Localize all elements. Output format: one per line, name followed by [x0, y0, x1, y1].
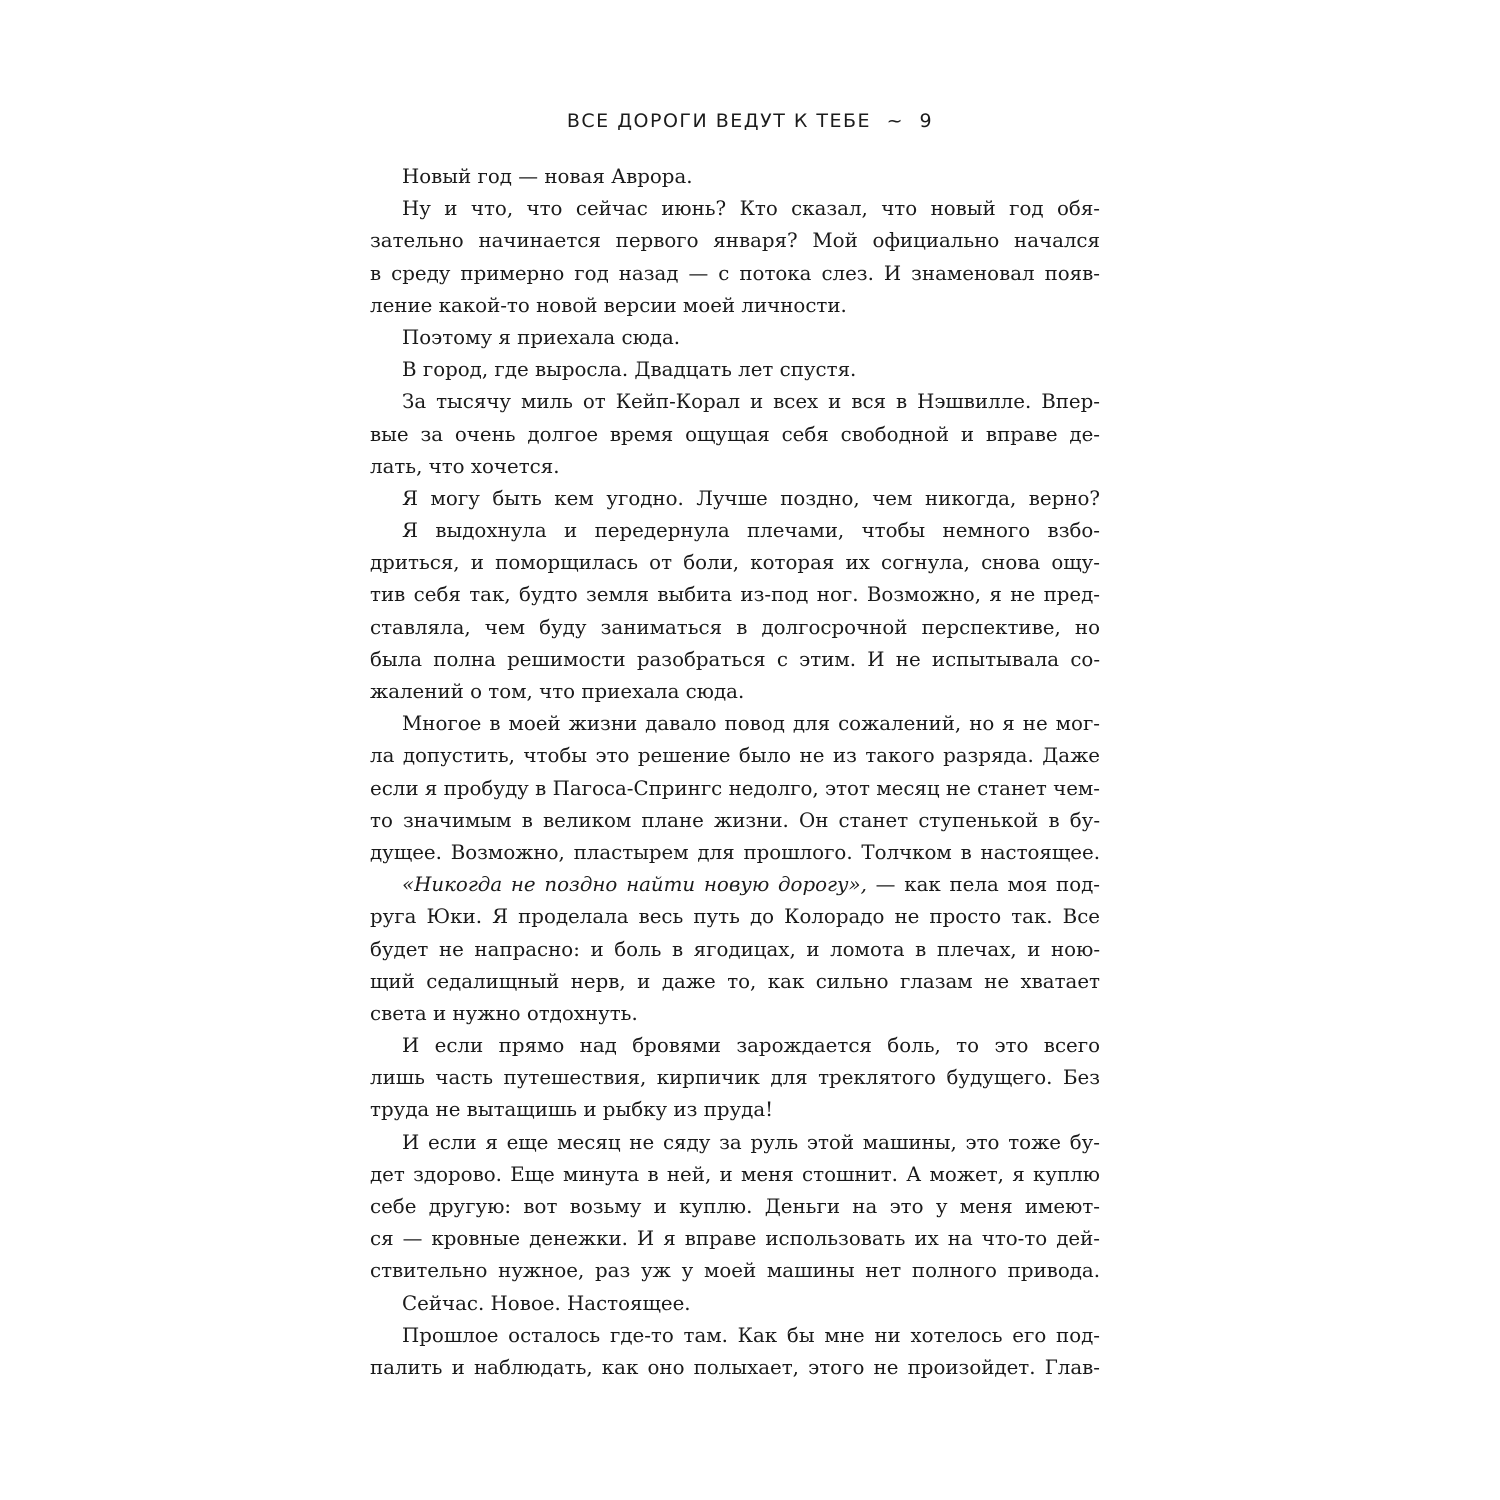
text-line: света и нужно отдохнуть.: [370, 1001, 638, 1025]
text-line: В город, где выросла. Двадцать лет спустя.: [402, 358, 857, 382]
text-line: ся — кровные денежки. И я вправе использовать их на что-то дей-: [370, 1227, 1100, 1251]
text-line: будет не напрасно: и боль в ягодицах, и ломота в плечах, и ною-: [370, 937, 1100, 961]
text-line: [370, 869, 1100, 901]
line-text: — как пела моя под-: [875, 873, 1100, 897]
text-line: в среду примерно год назад — с потока слез. И знаменовал появ-: [370, 261, 1100, 285]
text-line: жалений о том, что приехала сюда.: [370, 680, 745, 703]
text-line: палить и наблюдать, как оно полыхает, этого не произойдет. Глав-: [370, 1355, 1100, 1379]
text-line: дет здорово. Еще минута в ней, и меня стошнит. А может, я куплю: [370, 1162, 1100, 1186]
text-line: себе другую: вот возьму и куплю. Деньги на это у меня имеют-: [370, 1195, 1100, 1218]
page-number: 9: [919, 110, 934, 132]
text-line: ление какой-то новой версии моей личности.: [370, 293, 847, 317]
text-line: если я пробуду в Пагоса-Спрингс недолго, этот месяц не станет чем-: [370, 776, 1100, 800]
text-line: ла допустить, чтобы это решение было не из такого разряда. Даже: [370, 744, 1100, 768]
running-head-separator: ~: [886, 110, 904, 132]
text-line: Новый год — новая Аврора.: [402, 165, 693, 188]
text-line: щий седалищный нерв, и даже то, как сильно глазам не хватает: [370, 969, 1100, 993]
text-line: ствительно нужное, раз уж у моей машины нет полного привода.: [370, 1259, 1100, 1283]
text-line: И если я еще месяц не сяду за руль этой машины, это тоже бу-: [402, 1130, 1100, 1154]
running-head: [0, 110, 1500, 132]
text-line: лать, что хочется.: [370, 454, 560, 478]
text-line: зательно начинается первого января? Мой официально начался: [370, 229, 1100, 253]
text-line: ставляла, чем буду заниматься в долгосрочной перспективе, но: [370, 615, 1100, 639]
text-line: вые за очень долгое время ощущая себя свободной и вправе де-: [370, 422, 1100, 446]
text-line: Я выдохнула и передернула плечами, чтобы немного взбо-: [402, 519, 1100, 543]
quote-italic: «Никогда не поздно найти новую дорогу»,: [402, 873, 867, 897]
text-line: дущее. Возможно, пластырем для прошлого. Толчком в настоящее.: [370, 840, 1100, 864]
body-text: [370, 161, 1100, 1384]
text-line: то значимым в великом плане жизни. Он станет ступенькой в бу-: [370, 808, 1100, 832]
running-head-title: ВСЕ ДОРОГИ ВЕДУТ К ТЕБЕ: [566, 110, 872, 132]
text-line: труда не вытащишь и рыбку из пруда!: [370, 1098, 774, 1122]
text-line: Прошлое осталось где-то там. Как бы мне ни хотелось его под-: [402, 1323, 1100, 1347]
text-line: дриться, и поморщилась от боли, которая их согнула, снова ощу-: [370, 551, 1100, 575]
text-line: тив себя так, будто земля выбита из-под ног. Возможно, я не пред-: [370, 583, 1100, 607]
text-line: Сейчас. Новое. Настоящее.: [402, 1291, 691, 1315]
text-line: Я могу быть кем угодно. Лучше поздно, чем никогда, верно?: [402, 486, 1100, 510]
text-line: Поэтому я приехала сюда.: [402, 325, 681, 349]
text-line: Многое в моей жизни давало повод для сожалений, но я не мог-: [402, 712, 1100, 736]
text-line: была полна решимости разобраться с этим. И не испытывала со-: [370, 647, 1100, 671]
text-line: Ну и что, что сейчас июнь? Кто сказал, что новый год обя-: [402, 197, 1100, 221]
text-line: лишь часть путешествия, кирпичик для треклятого будущего. Без: [370, 1066, 1100, 1090]
text-line: И если прямо над бровями зарождается боль, то это всего: [402, 1034, 1100, 1058]
text-line: руга Юки. Я проделала весь путь до Колорадо не просто так. Все: [370, 905, 1100, 929]
text-line: За тысячу миль от Кейп-Корал и всех и вся в Нэшвилле. Впер-: [402, 390, 1100, 414]
